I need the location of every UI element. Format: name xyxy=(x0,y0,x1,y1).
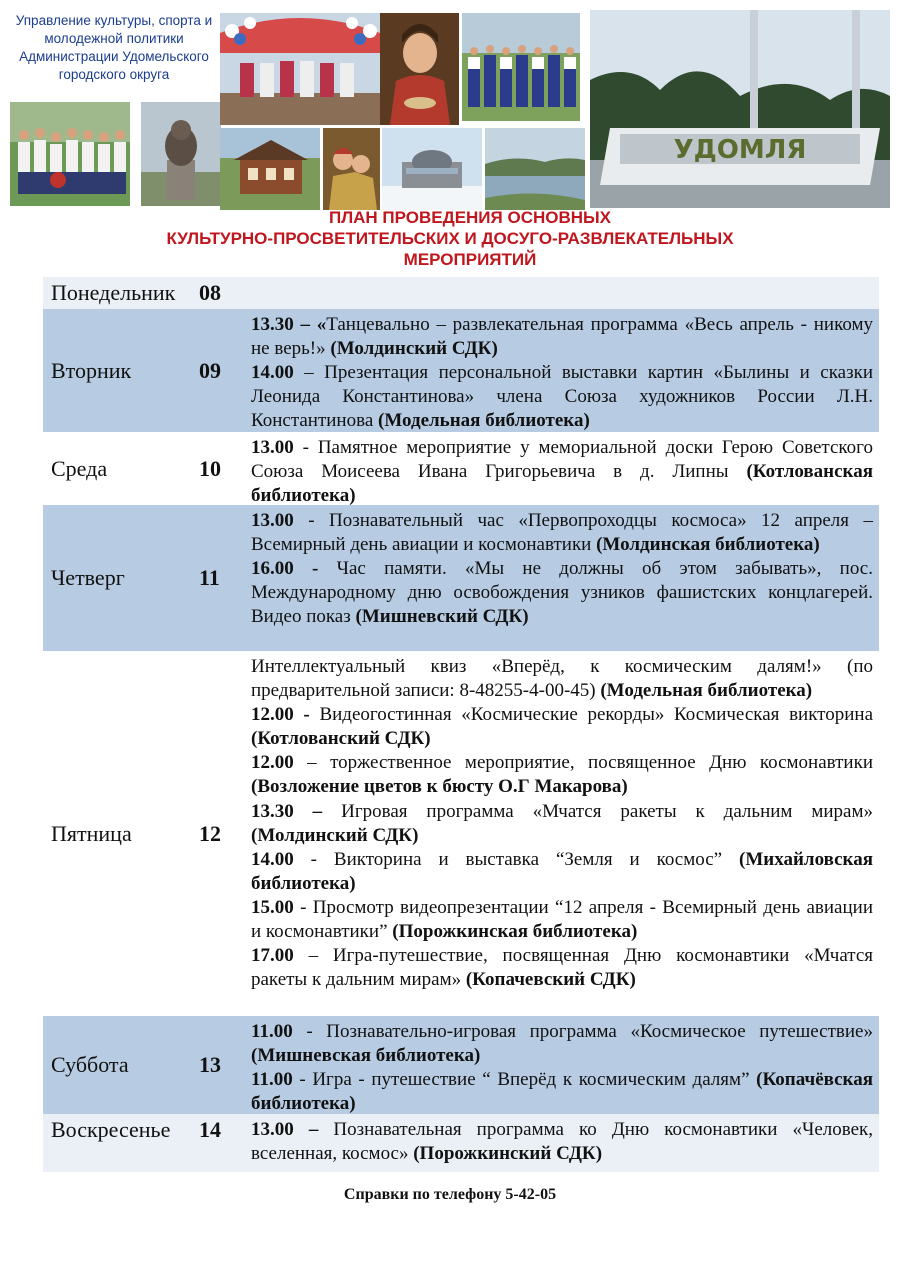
row-friday xyxy=(43,651,879,1016)
event-place: (Копачёвская библиотека) xyxy=(251,1069,873,1115)
day-date: 10 xyxy=(199,455,221,481)
photo-bust-monument xyxy=(141,102,221,206)
event-time: 14.00 xyxy=(251,848,294,870)
event-time: 12.00 xyxy=(251,752,294,774)
event-text: – Игра-путешествие, посвященная Дню космонавтики «Мчатся ракеты к дальним мирам» xyxy=(251,945,873,991)
event-text: Час памяти. «Мы не должны об этом забывать», пос. Международному дню освобождения узников фашистских концлагерей. Видео показ xyxy=(251,558,873,628)
row-wednesday xyxy=(43,432,879,505)
photo-children-painting xyxy=(323,128,380,210)
day-date: 08 xyxy=(199,280,221,305)
event-item xyxy=(251,896,873,944)
event-item xyxy=(251,509,873,557)
event-item xyxy=(251,703,873,751)
event-time: 15.00 xyxy=(251,896,294,918)
row-sunday xyxy=(43,1114,879,1172)
schedule-table xyxy=(43,277,879,1172)
day-date: 11 xyxy=(199,565,220,590)
day-name: Воскресенье xyxy=(51,1117,171,1142)
event-item xyxy=(251,751,873,799)
event-place: (Михайловская библиотека) xyxy=(251,848,873,894)
event-item xyxy=(251,361,873,433)
events-cell xyxy=(244,277,879,309)
event-place: (Молдинский СДК) xyxy=(251,824,419,846)
event-time: 13.00 xyxy=(251,437,294,458)
event-text: - Викторина и выставка “Земля и космос” xyxy=(293,848,740,870)
photo-udomlya-sign xyxy=(590,10,890,208)
row-tuesday xyxy=(43,309,879,432)
event-time: 17.00 xyxy=(251,945,294,967)
day-date: 09 xyxy=(199,357,221,383)
event-item xyxy=(251,557,873,629)
sign-text: УДОМЛЯ xyxy=(673,135,807,165)
event-text: Игровая программа «Мчатся ракеты к дальним мирам» xyxy=(322,800,873,822)
row-saturday xyxy=(43,1016,879,1114)
event-time: 13.00 xyxy=(251,510,294,531)
photo-old-house xyxy=(220,128,320,210)
event-time: 12.00 - xyxy=(251,704,310,726)
photo-youth-group xyxy=(10,102,130,206)
event-item xyxy=(251,1020,873,1068)
organization-title: Управление культуры, спорта и молодежной политики Администрации Удомельского городского округа xyxy=(15,13,213,82)
row-thursday xyxy=(43,505,879,651)
event-text: Видеогостинная «Космические рекорды» Космическая викторина xyxy=(309,704,874,726)
event-place: (Копачевский СДК) xyxy=(465,969,636,991)
footer-contact: Справки по телефону 5-42-05 xyxy=(343,1186,557,1203)
event-item xyxy=(251,655,873,703)
event-time: 14.00 xyxy=(251,362,294,384)
day-date: 12 xyxy=(199,820,221,846)
event-text: - Просмотр видеопрезентации “12 апреля - Всемирный день авиации и космонавтики” xyxy=(251,896,873,943)
photo-winter-building xyxy=(382,128,482,210)
day-name: Четверг xyxy=(51,565,125,590)
event-place: (Котлованский СДК) xyxy=(251,728,431,750)
event-item xyxy=(251,1118,873,1166)
events-cell xyxy=(244,651,879,1016)
event-place: (Модельная библиотека) xyxy=(378,410,590,432)
event-time: 11.00 xyxy=(251,1069,293,1091)
events-cell xyxy=(244,1114,879,1172)
day-date: 14 xyxy=(199,1117,221,1142)
event-text: Познавательная программа ко Дню космонавтики «Человек, вселенная, космос» xyxy=(251,1119,874,1165)
event-time: 13.30 – « xyxy=(251,314,327,335)
event-text: - Игра - путешествие “ Вперёд к космическим далям” xyxy=(292,1069,757,1091)
events-cell xyxy=(244,309,879,432)
plan-title: ПЛАН ПРОВЕДЕНИЯ ОСНОВНЫХ КУЛЬТУРНО-ПРОСВЕТИТЕЛЬСКИХ И ДОСУГО-РАЗВЛЕКАТЕЛЬНЫХ МЕРОПРИЯТИЙ xyxy=(166,208,734,269)
event-text: Танцевально – развлекательная программа «Весь апрель - никому не верь!» xyxy=(251,314,873,360)
photo-painting-portrait xyxy=(380,13,459,125)
event-place: (Порожкинская библиотека) xyxy=(392,921,638,943)
event-time: 13.30 – xyxy=(251,800,323,822)
event-time: 16.00 - xyxy=(251,558,319,580)
events-cell xyxy=(244,1016,879,1114)
event-place: (Мишневская библиотека) xyxy=(251,1045,481,1067)
event-place: (Порожкинский СДК) xyxy=(413,1143,603,1165)
event-time: 13.00 – xyxy=(251,1119,319,1140)
event-item xyxy=(251,1068,873,1116)
header-collage xyxy=(10,10,890,208)
photo-choir-group xyxy=(462,13,580,121)
day-name: Пятница xyxy=(51,820,132,846)
day-name: Среда xyxy=(51,455,108,481)
day-name: Суббота xyxy=(51,1052,129,1077)
events-cell xyxy=(244,432,879,505)
photo-lake-landscape xyxy=(485,128,585,210)
event-time: 11.00 xyxy=(251,1021,293,1042)
event-place: (Модельная библиотека) xyxy=(600,680,813,702)
event-place: (Молдинский СДК) xyxy=(330,338,498,360)
event-text: Интеллектуальный квиз «Вперёд, к космическим далям!» (по предварительной записи: 8-48255-4-00-45) xyxy=(251,656,873,702)
event-text: - Познавательно-игровая программа «Космическое путешествие» xyxy=(292,1021,873,1042)
day-date: 13 xyxy=(199,1052,221,1077)
event-place: (Возложение цветов к бюсту О.Г Макарова) xyxy=(251,776,628,798)
row-monday xyxy=(43,277,879,309)
event-place: (Мишневский СДК) xyxy=(355,606,529,628)
day-name: Понедельник xyxy=(51,280,176,305)
event-text: - Памятное мероприятие у мемориальной доски Герою Советского Союза Моисеева Ивана Григорьевича в д. Липны xyxy=(251,437,873,483)
event-item xyxy=(251,848,873,896)
photo-folk-ensemble xyxy=(220,13,380,125)
event-place: (Молдинская библиотека) xyxy=(596,534,820,556)
events-cell xyxy=(244,505,879,651)
event-item xyxy=(251,944,873,992)
event-item xyxy=(251,800,873,848)
event-text: – торжественное мероприятие, посвященное Дню космонавтики xyxy=(293,752,873,774)
event-text: - Познавательный час «Первопроходцы космоса» 12 апреля – Всемирный день авиации и космонавтики xyxy=(251,510,873,556)
event-item xyxy=(251,313,873,361)
event-text: – Презентация персональной выставки картин «Былины и сказки Леонида Константинова» члена Союза художников России Л.Н. Константинова xyxy=(251,362,873,432)
event-place: (Котлованская библиотека) xyxy=(251,461,873,507)
day-name: Вторник xyxy=(51,357,132,383)
event-item xyxy=(251,436,873,508)
